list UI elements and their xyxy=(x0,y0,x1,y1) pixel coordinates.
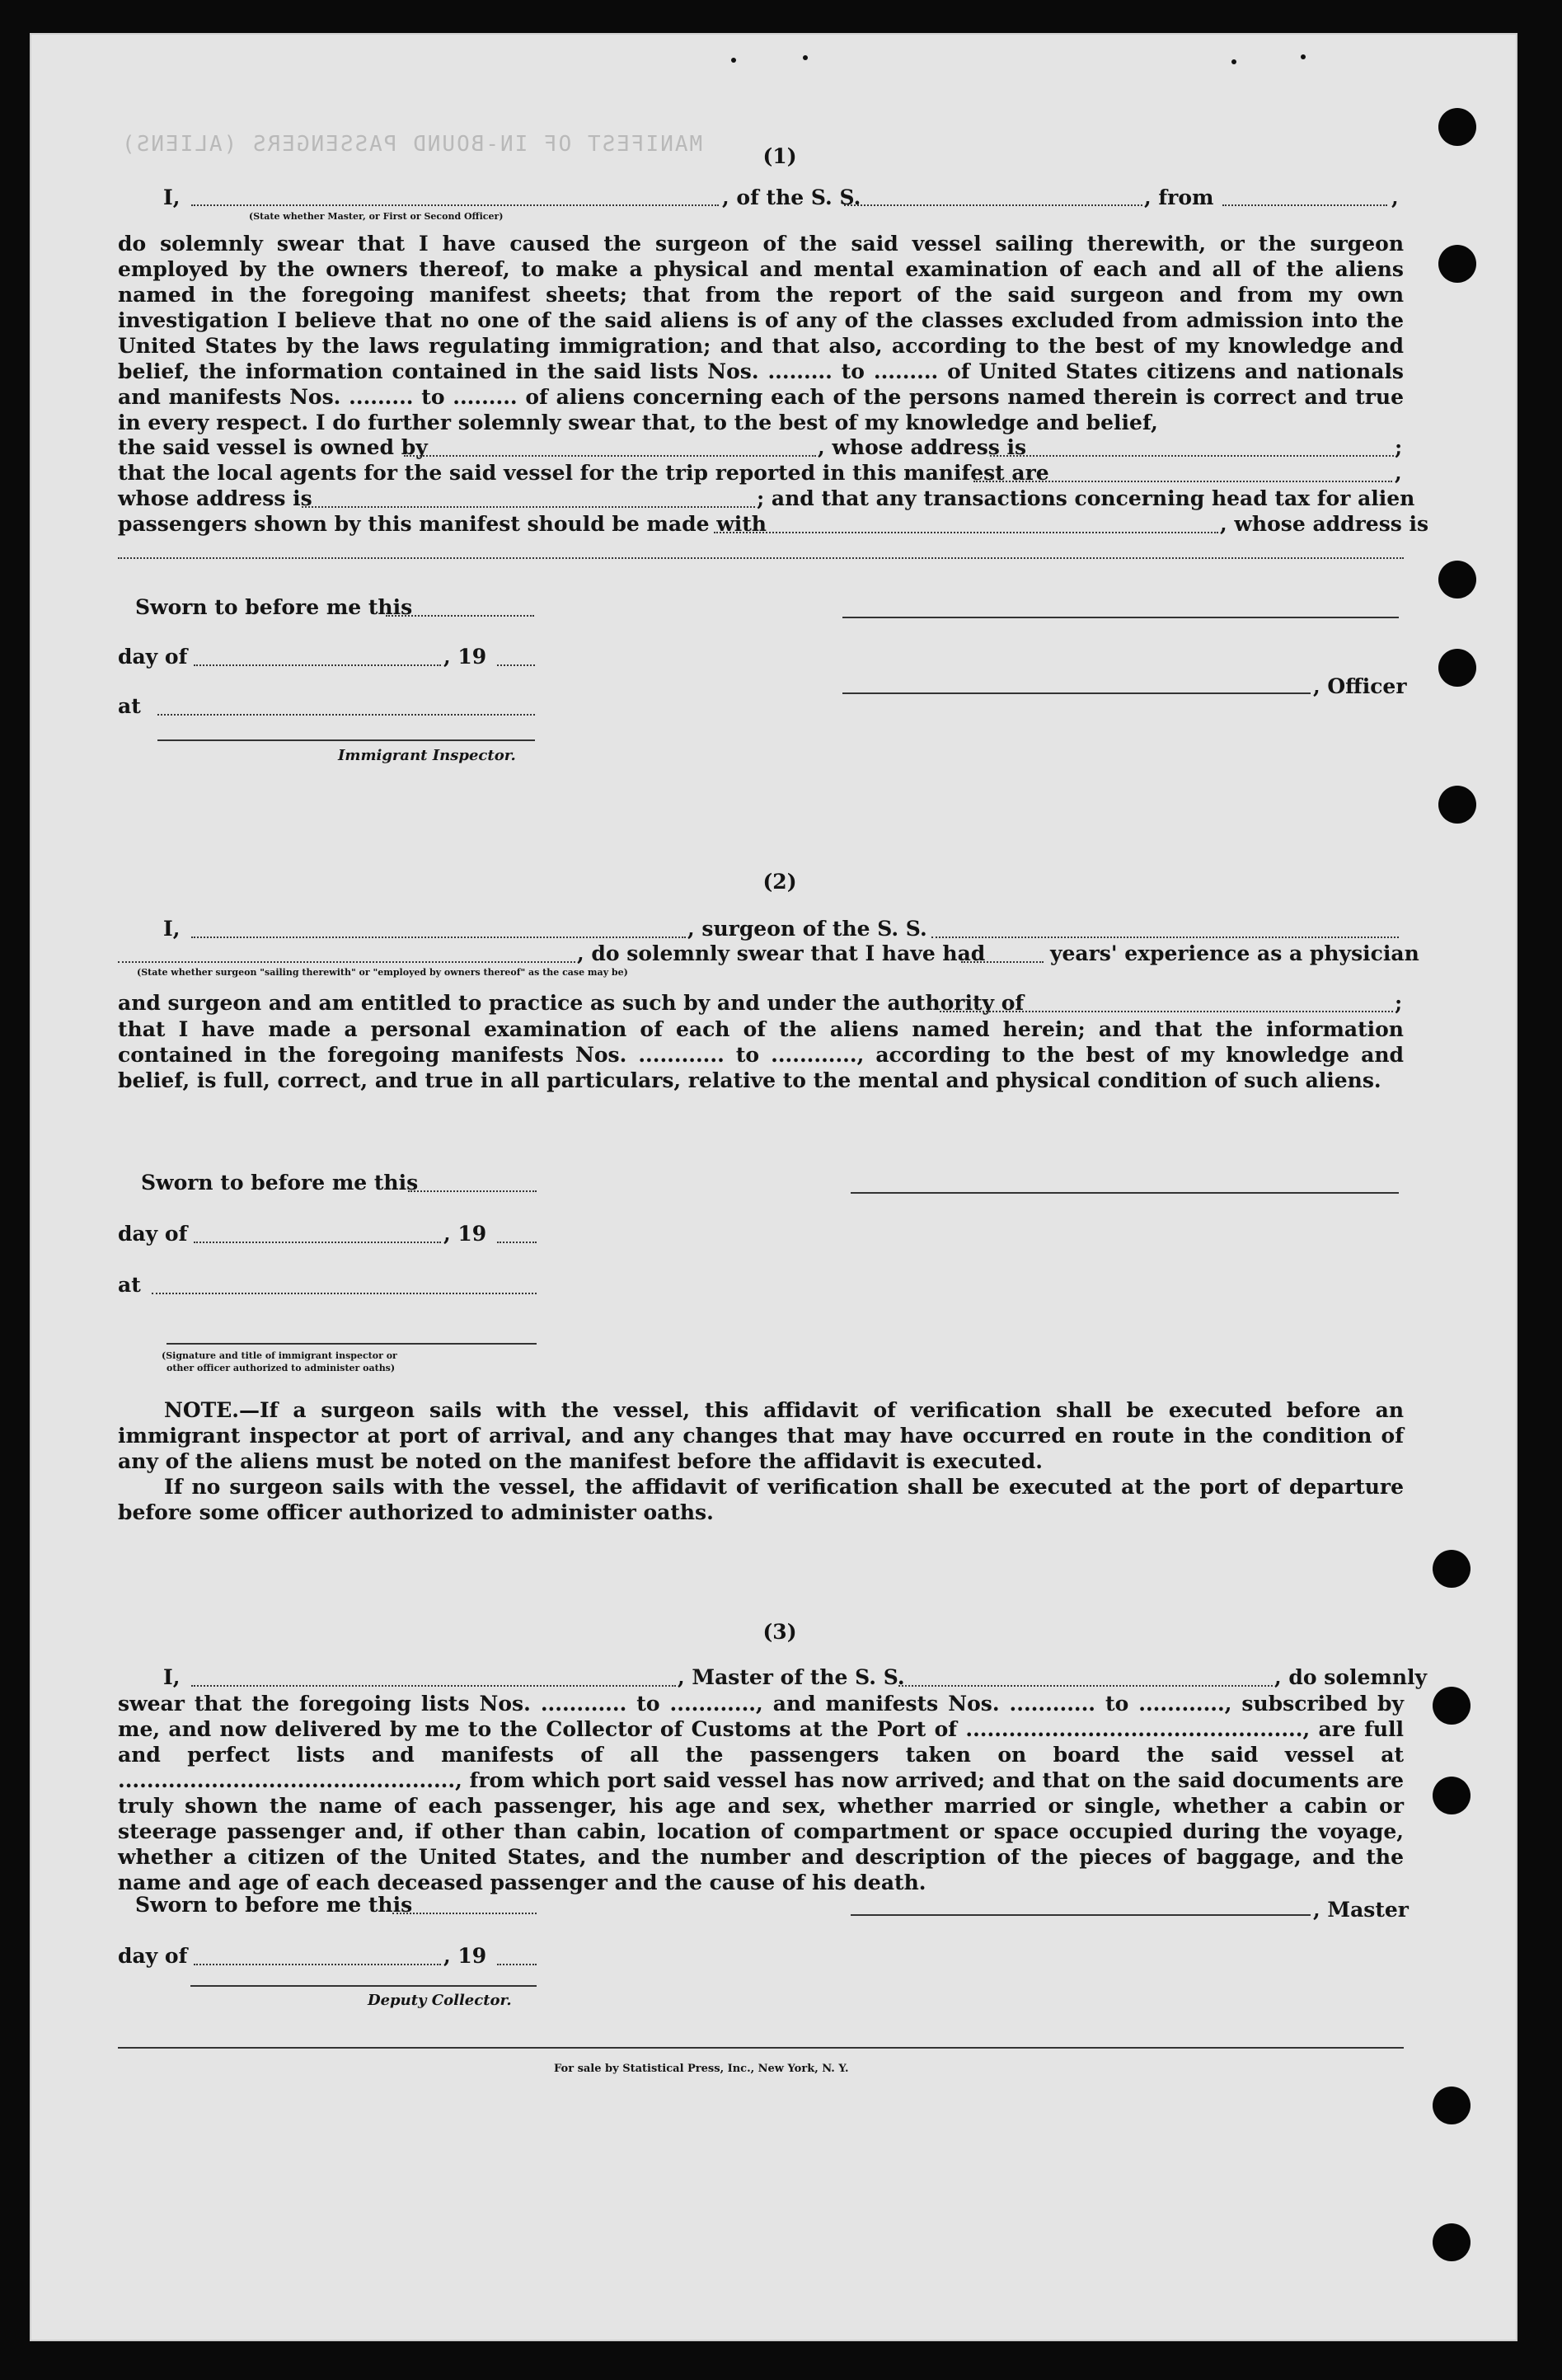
binder-hole-7 xyxy=(1433,1687,1471,1725)
section-1-ss-label: , of the S. S. xyxy=(722,185,861,209)
section-1-at-field[interactable] xyxy=(157,714,535,716)
section-1-paragraph: do solemnly swear that I have caused the surgeon of the said vessel sailing therewith, or the surgeon employed by the owners thereof, to make a physical and mental examination of each and all of the aliens named in the foregoing manifest sheets; that from the report of the said surgeon and from my own investigation I believe that no one of the said aliens is of any of the classes excluded from admission into the United States by the laws regulating immigration; and that also, according to the best of my knowledge and belief, the information contained in the said lists Nos. ......... to ......... of United States citizens and nationals and manifests Nos. ......... to ......... of aliens concerning each of the persons named therein is correct and true in every respect. I do further solemnly swear that, to the best of my knowledge and belief, xyxy=(118,232,1404,434)
collector-caption: Deputy Collector. xyxy=(368,1992,512,2009)
section-1-sworn-date-field[interactable] xyxy=(386,615,534,617)
section-2-sworn-label: Sworn to before me this xyxy=(141,1171,419,1195)
section-2-day-of-label: day of xyxy=(118,1222,188,1246)
section-3-master-name-field[interactable] xyxy=(191,1685,676,1687)
years-experience-field[interactable] xyxy=(961,961,1044,963)
inspector-caption: Immigrant Inspector. xyxy=(338,747,516,764)
section-2-year-field[interactable] xyxy=(497,1242,537,1243)
section-1-from-label: , from xyxy=(1144,185,1214,209)
form-page xyxy=(30,33,1517,2341)
payee-address-line[interactable] xyxy=(118,557,1404,559)
binder-hole-4 xyxy=(1438,649,1476,687)
section-2-at-label: at xyxy=(118,1273,141,1297)
note-1: NOTE.—If a surgeon sails with the vessel, this affidavit of verification shall be executed before an immigrant inspector at port of arrival, and any changes that may have occurred en route in the condition of any of the aliens must be noted on the manifest before the affidavit is executed. xyxy=(118,1398,1404,1473)
section-1-day-of-label: day of xyxy=(118,645,188,669)
section-3-master-label: , Master of the S. S. xyxy=(678,1665,905,1689)
surgeon-name-field[interactable] xyxy=(191,937,686,938)
note-2: If no surgeon sails with the vessel, the affidavit of verification shall be executed at the port of departure before some officer authorized to administer oaths. xyxy=(118,1475,1404,1524)
section-1-number: (1) xyxy=(762,144,797,168)
section-3-year-label: , 19 xyxy=(443,1944,487,1968)
years-experience-label: years' experience as a physician xyxy=(1050,941,1419,965)
binder-hole-5 xyxy=(1438,786,1476,824)
inspector-signature-line[interactable] xyxy=(157,739,535,741)
section-1-day-field[interactable] xyxy=(194,664,441,666)
officer-label: , Officer xyxy=(1313,674,1407,698)
binder-hole-2 xyxy=(1438,245,1476,283)
section-1-sworn-label: Sworn to before me this xyxy=(135,595,413,619)
vessel-name-field[interactable] xyxy=(844,204,1142,206)
master-signature-line[interactable] xyxy=(851,1914,1311,1916)
section-2-sworn-date-field[interactable] xyxy=(408,1190,537,1192)
binder-hole-1 xyxy=(1438,108,1476,146)
payee-address-label: , whose address is xyxy=(1220,512,1429,536)
authority-label: and surgeon and am entitled to practice as such by and under the authority of xyxy=(118,991,1025,1015)
surgeon-signature-line[interactable] xyxy=(851,1192,1399,1194)
head-tax-payee-field[interactable] xyxy=(714,532,1218,533)
bleed-through-title: MANIFEST OF IN-BOUND PASSENGERS (ALIENS) xyxy=(120,132,703,157)
officer-signature-line-1[interactable] xyxy=(842,617,1399,618)
surgeon-type-field[interactable] xyxy=(118,961,575,963)
owner-address-label: , whose address is xyxy=(818,435,1027,459)
authority-field[interactable] xyxy=(940,1011,1393,1012)
owner-address-field[interactable] xyxy=(990,455,1394,457)
section-1-at-label: at xyxy=(118,694,141,718)
semicolon: ; xyxy=(1395,991,1403,1015)
owner-field[interactable] xyxy=(404,455,816,457)
section-3-paragraph: swear that the foregoing lists Nos. ............ to ............, and manifests Nos. ............ to ............, subscribed by me, and now delivered by me to the Collector of Customs at the Port of ..............................................., are full and perfect lists and manifests of all the passengers taken on board the said vessel at ..............................................., from which port said vessel has now arrived; and that on the said documents are truly shown the name of each passenger, his age and sex, whether married or single, whether a cabin or steerage passenger and, if other than cabin, location of compartment or space occupied during the voyage, whether a citizen of the United States, and the number and description of the pieces of baggage, and the name and age of each deceased passenger and the cause of his death. xyxy=(118,1692,1404,1894)
binder-hole-9 xyxy=(1433,2087,1471,2124)
master-name-field[interactable] xyxy=(191,204,719,206)
section-2-day-field[interactable] xyxy=(194,1242,441,1243)
printer-imprint: For sale by Statistical Press, Inc., New York, N. Y. xyxy=(554,2063,849,2075)
section-2-surgeon-label: , surgeon of the S. S. xyxy=(687,917,927,941)
head-tax-label: ; and that any transactions concerning head tax for alien xyxy=(757,486,1415,510)
binder-hole-10 xyxy=(1433,2223,1471,2261)
section-3-day-of-label: day of xyxy=(118,1944,188,1968)
from-port-field[interactable] xyxy=(1222,204,1387,206)
speck xyxy=(731,58,736,63)
agent-address-field[interactable] xyxy=(302,506,755,508)
passengers-label: passengers shown by this manifest should be made with xyxy=(118,512,767,536)
section-1-year-field[interactable] xyxy=(497,664,535,666)
footer-rule xyxy=(118,2047,1404,2049)
surgeon-caption: (State whether surgeon "sailing therewith" or "employed by owners thereof" as the case may be) xyxy=(137,967,628,978)
master-caption: (State whether Master, or First or Second Officer) xyxy=(249,211,504,222)
section-1-i: I, xyxy=(163,185,181,209)
speck xyxy=(1231,59,1236,64)
officer-signature-line-2[interactable] xyxy=(842,692,1311,694)
binder-hole-6 xyxy=(1433,1550,1471,1588)
signature-caption-2: other officer authorized to administer oaths) xyxy=(167,1363,396,1373)
section-2-year-label: , 19 xyxy=(443,1222,487,1246)
section-3-vessel-field[interactable] xyxy=(898,1685,1273,1687)
local-agents-label: that the local agents for the said vessel for the trip reported in this manifest are xyxy=(118,461,1049,485)
section-2-at-field[interactable] xyxy=(152,1293,537,1294)
section-2-paragraph: that I have made a personal examination of each of the aliens named herein; and that the information contained in the foregoing manifests Nos. ............ to ............, according to the best of my knowledge and belief, is full, correct, and true in all particulars, relative to the mental and physical condition of such aliens. xyxy=(118,1017,1404,1092)
signature-caption-1: (Signature and title of immigrant inspector or xyxy=(162,1350,397,1361)
semicolon: ; xyxy=(1395,435,1403,459)
section-3-i: I, xyxy=(163,1665,181,1689)
local-agents-field[interactable] xyxy=(973,481,1392,482)
comma: , xyxy=(1391,185,1399,209)
speck xyxy=(803,55,808,60)
section-1-year-label: , 19 xyxy=(443,645,487,669)
section-2-number: (2) xyxy=(762,870,797,894)
section-3-day-field[interactable] xyxy=(194,1964,441,1965)
section-3-number: (3) xyxy=(762,1620,797,1644)
comma: , xyxy=(1395,461,1402,485)
section-2-officer-signature-line[interactable] xyxy=(167,1343,537,1345)
section-3-sworn-label: Sworn to before me this xyxy=(135,1893,413,1917)
speck xyxy=(1301,54,1306,59)
binder-hole-3 xyxy=(1438,561,1476,599)
section-3-year-field[interactable] xyxy=(497,1964,537,1965)
section-2-i: I, xyxy=(163,917,181,941)
section-2-vessel-field[interactable] xyxy=(931,937,1399,938)
section-3-swear-label: , do solemnly xyxy=(1274,1665,1428,1689)
agent-address-label: whose address is xyxy=(118,486,312,510)
owned-by-label: the said vessel is owned by xyxy=(118,435,428,459)
master-label: , Master xyxy=(1313,1898,1409,1922)
collector-signature-line[interactable] xyxy=(190,1985,537,1987)
binder-hole-8 xyxy=(1433,1777,1471,1814)
section-3-sworn-date-field[interactable] xyxy=(392,1913,537,1914)
section-2-swear-label: , do solemnly swear that I have had xyxy=(577,941,986,965)
